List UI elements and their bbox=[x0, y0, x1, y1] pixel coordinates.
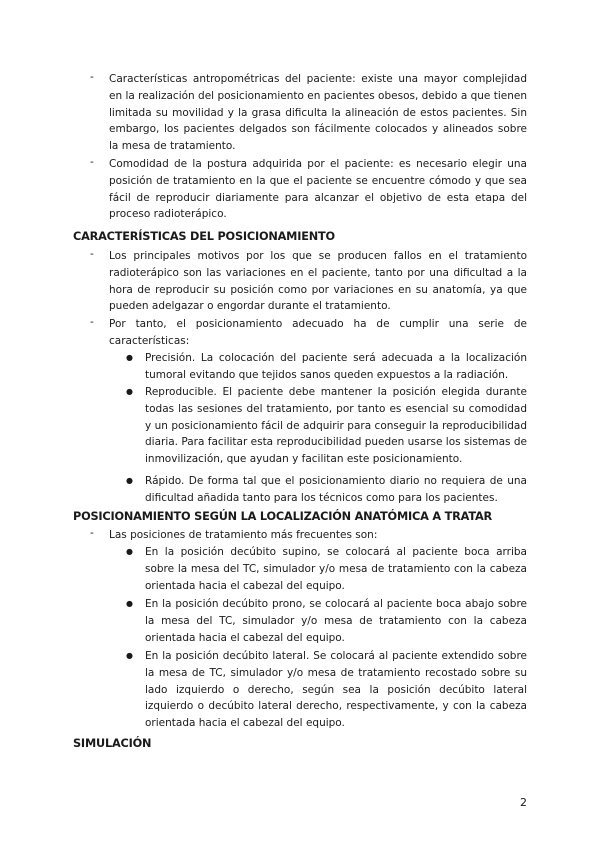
list-item bbox=[90, 248, 527, 315]
bullet-item-text: En la posición decúbito prono, se colocará al paciente boca abajo sobre la mesa del TC, simulador y/o mesa de tratamiento con la cabeza orientada hacia el cabezal del equipo. bbox=[145, 598, 527, 644]
dash-marker: - bbox=[90, 248, 94, 260]
list-item-text: Las posiciones de tratamiento más frecuentes son: bbox=[109, 529, 378, 541]
dash-marker: - bbox=[90, 316, 94, 328]
bullet-item bbox=[126, 350, 527, 384]
list-item-text: Por tanto, el posicionamiento adecuado ha de cumplir una serie de características: bbox=[109, 318, 527, 347]
list-item-text: Comodidad de la postura adquirida por el paciente: es necesario elegir una posición de tratamiento en la que el paciente se encuentre cómodo y que sea fácil de reproducir diariamente para alcanzar el objetivo de esta etapa del proceso radioterápico. bbox=[109, 158, 527, 221]
section-heading: CARACTERÍSTICAS DEL POSICIONAMIENTO bbox=[73, 230, 335, 243]
page-number: 2 bbox=[520, 796, 527, 809]
dash-marker: - bbox=[90, 527, 94, 539]
bullet-item bbox=[126, 473, 527, 507]
list-item bbox=[90, 316, 527, 350]
list-item bbox=[90, 156, 527, 223]
section-heading: POSICIONAMIENTO SEGÚN LA LOCALIZACIÓN ANATÓMICA A TRATAR bbox=[73, 510, 492, 523]
list-item-text: Los principales motivos por los que se producen fallos en el tratamiento radioterápico son las variaciones en el paciente, tanto por una dificultad a la hora de reproducir su posición como por variaciones en su anatomía, ya que pueden adelgazar o engordar durante el tratamiento. bbox=[109, 250, 527, 313]
section-heading: SIMULACIÓN bbox=[73, 737, 152, 750]
list-item bbox=[90, 71, 527, 155]
bullet-item bbox=[126, 544, 527, 594]
list-item bbox=[90, 527, 527, 544]
dash-marker: - bbox=[90, 71, 94, 83]
bullet-icon: ● bbox=[126, 651, 133, 660]
bullet-item-text: Precisión. La colocación del paciente será adecuada a la localización tumoral evitando que tejidos sanos queden expuestos a la radiación. bbox=[145, 352, 527, 381]
bullet-icon: ● bbox=[126, 476, 133, 485]
bullet-item-text: Reproducible. El paciente debe mantener la posición elegida durante todas las sesiones del tratamiento, por tanto es esencial su comodidad y un posicionamiento fácil de adquirir para conseguir la reproducibilidad diaria. Para facilitar esta reproducibilidad pueden usarse los sistemas de inmovilización, que ayudan y facilitan este posicionamiento. bbox=[145, 386, 527, 466]
bullet-item bbox=[126, 648, 527, 732]
bullet-icon: ● bbox=[126, 599, 133, 608]
bullet-icon: ● bbox=[126, 547, 133, 556]
bullet-icon: ● bbox=[126, 387, 133, 396]
bullet-item-text: En la posición decúbito lateral. Se colocará al paciente extendido sobre la mesa de TC, simulador y/o mesa de tratamiento recostado sobre su lado izquierdo o derecho, según sea la posición decúbito lateral izquierdo o decúbito lateral derecho, respectivamente, y con la cabeza orientada hacia el cabezal del equipo. bbox=[145, 650, 527, 730]
bullet-item-text: Rápido. De forma tal que el posicionamiento diario no requiera de una dificultad añadida tanto para los técnicos como para los pacientes. bbox=[145, 475, 527, 504]
bullet-item-text: En la posición decúbito supino, se colocará al paciente boca arriba sobre la mesa del TC, simulador y/o mesa de tratamiento con la cabeza orientada hacia el cabezal del equipo. bbox=[145, 546, 527, 592]
bullet-item bbox=[126, 596, 527, 646]
list-item-text: Características antropométricas del paciente: existe una mayor complejidad en la realización del posicionamiento en pacientes obesos, debido a que tienen limitada su movilidad y la grasa dificulta la alineación de estos pacientes. Sin embargo, los pacientes delgados son fácilmente colocados y alineados sobre la mesa de tratamiento. bbox=[109, 73, 527, 153]
bullet-icon: ● bbox=[126, 353, 133, 362]
bullet-item bbox=[126, 384, 527, 468]
dash-marker: - bbox=[90, 156, 94, 168]
